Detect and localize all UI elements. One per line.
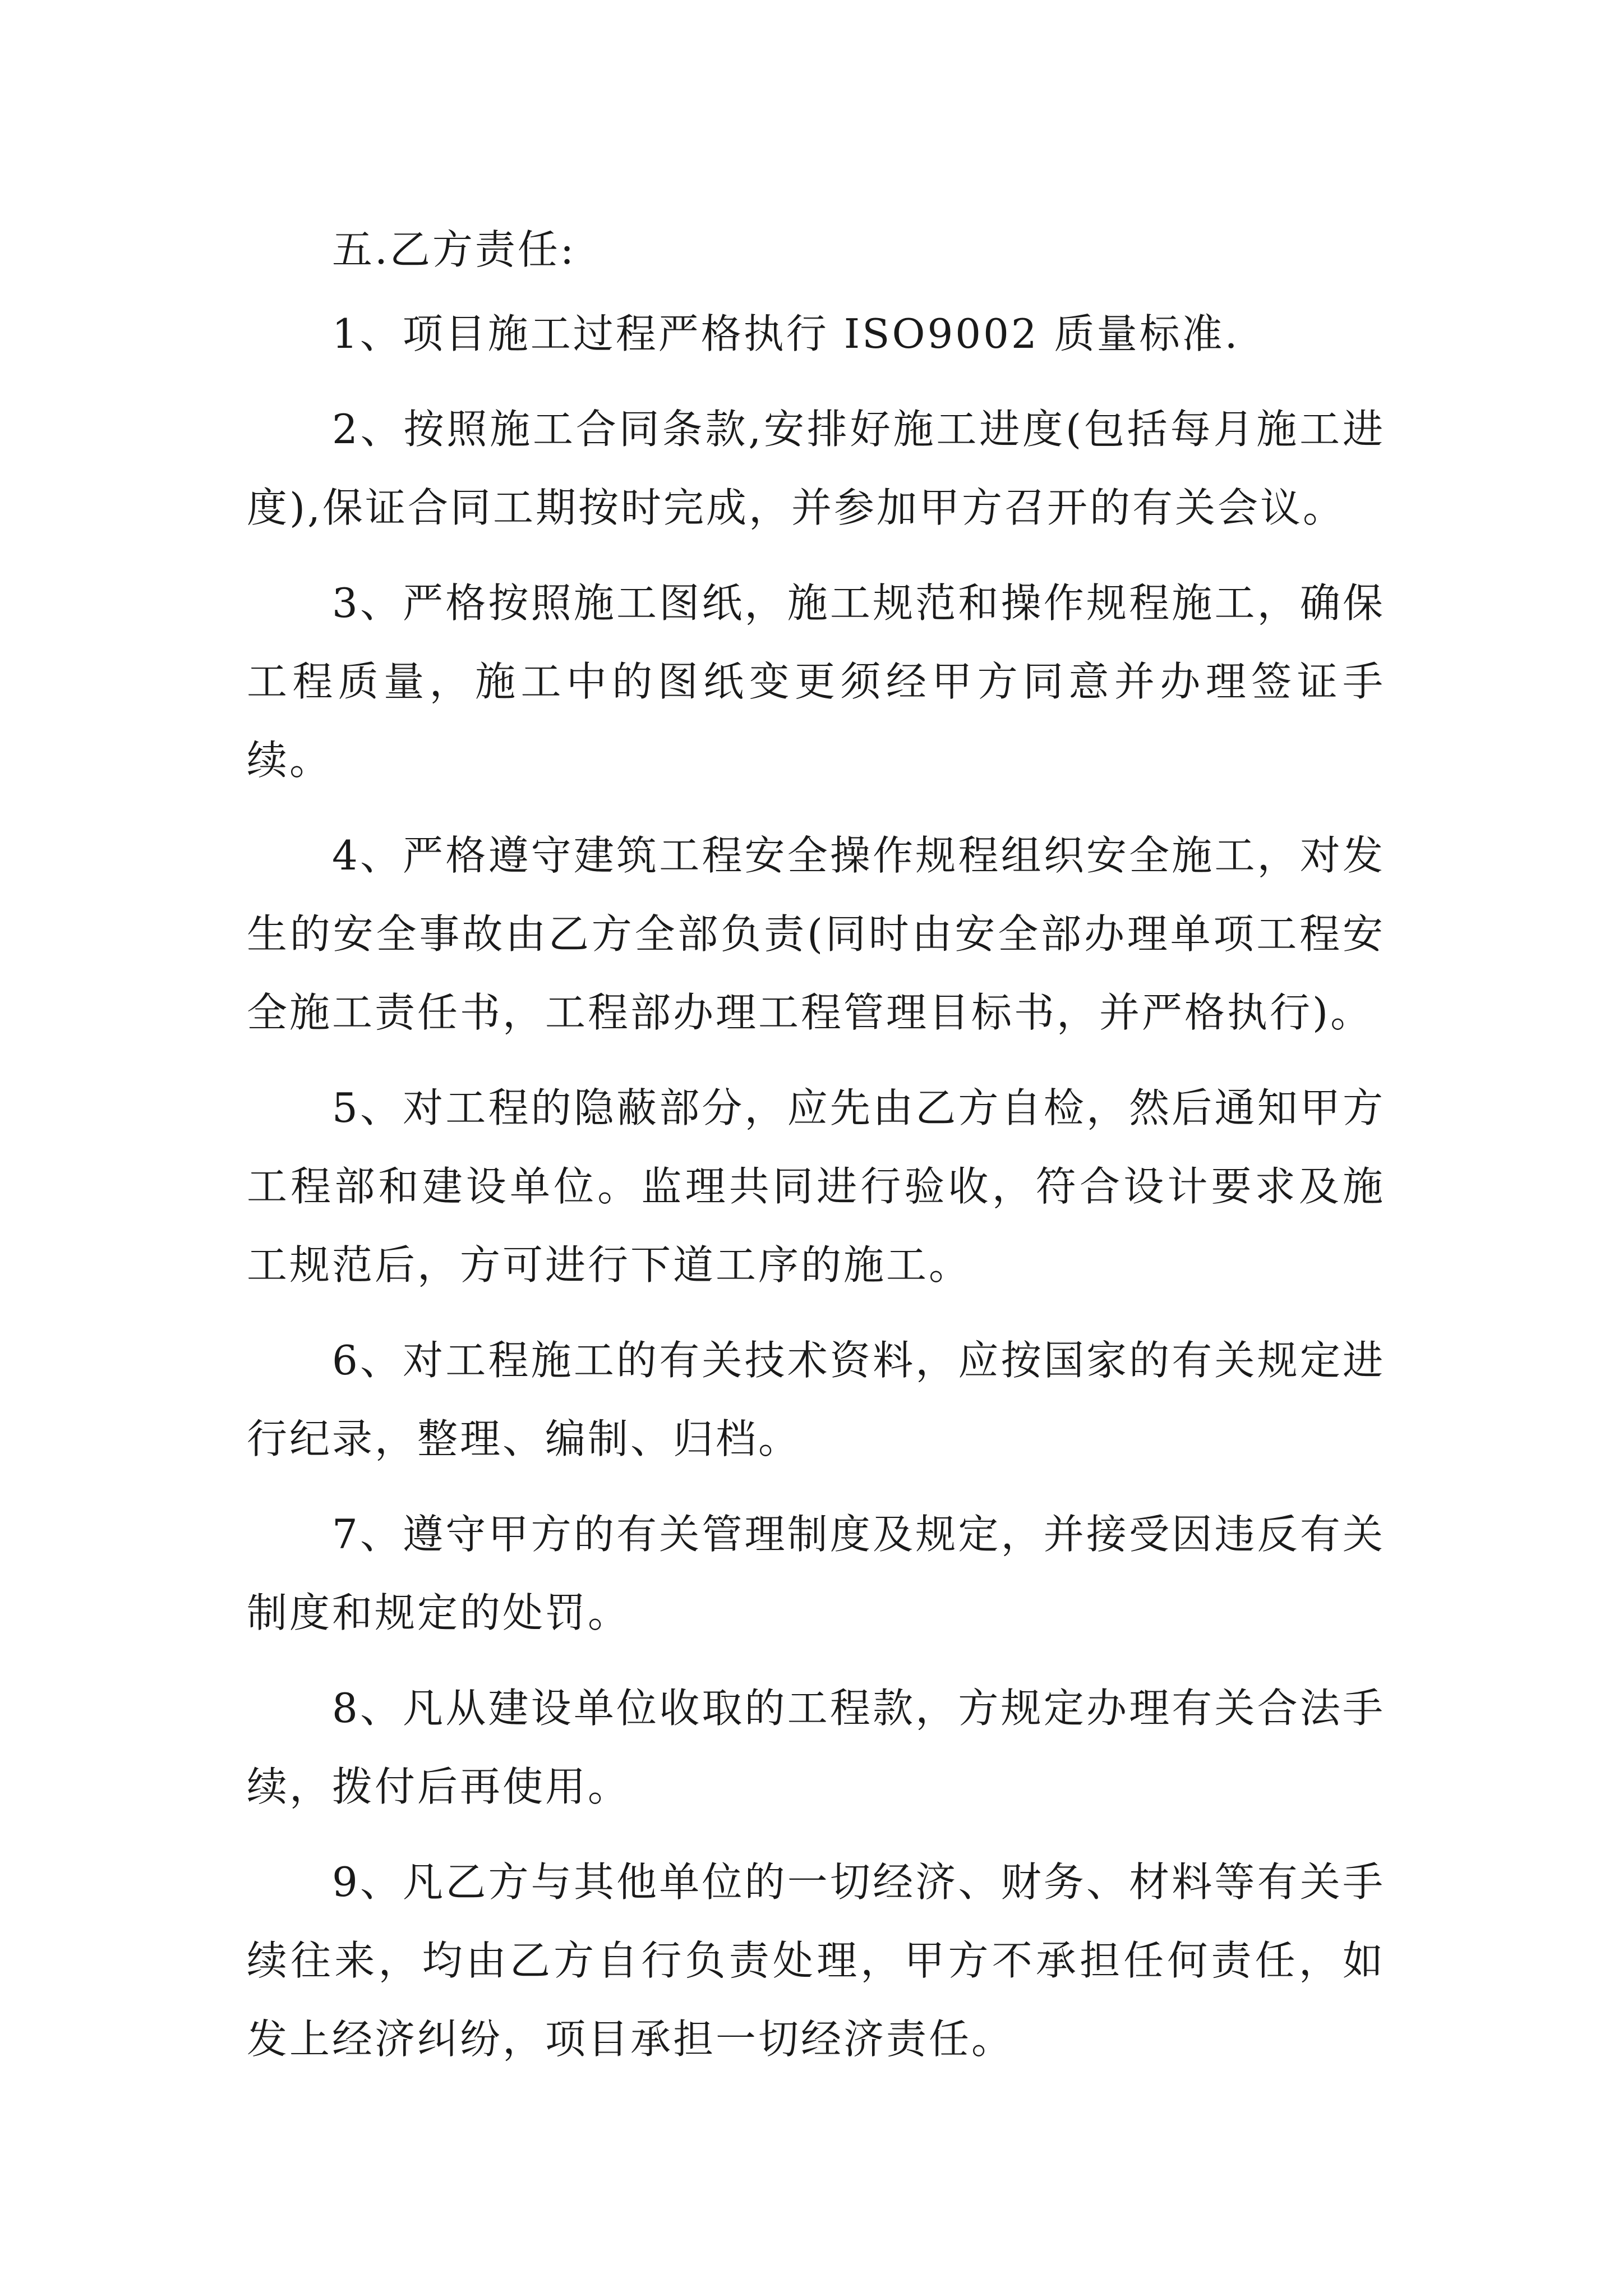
clause-2: 2、按照施工合同条款,安排好施工进度(包括每月施工进度),保证合同工期按时完成，并参加甲方召开的有关会议。 xyxy=(247,406,1385,531)
clause-9: 9、凡乙方与其他单位的一切经济、财务、材料等有关手续往来，均由乙方自行负责处理，甲方不承担任何责任，如发上经济纠纷，项目承担一切经济责任。 xyxy=(247,1858,1385,2063)
clause-8: 8、凡从建设单位收取的工程款，方规定办理有关合法手续，拨付后再使用。 xyxy=(247,1685,1385,1810)
document-body xyxy=(247,210,1385,2095)
clause-6: 6、对工程施工的有关技术资料，应按国家的有关规定进行纪录，整理、编制、归档。 xyxy=(247,1337,1385,1462)
section-heading: 五.乙方责任: xyxy=(332,226,577,273)
clause-4: 4、严格遵守建筑工程安全操作规程组织安全施工，对发生的安全事故由乙方全部负责(同时由安全部办理单项工程安全施工责任书，工程部办理工程管理目标书，并严格执行)。 xyxy=(247,832,1385,1036)
clause-3: 3、严格按照施工图纸，施工规范和操作规程施工，确保工程质量，施工中的图纸变更须经甲方同意并办理签证手续。 xyxy=(247,579,1385,784)
clause-1: 1、项目施工过程严格执行 ISO9002 质量标准. xyxy=(332,310,1240,357)
clause-5: 5、对工程的隐蔽部分，应先由乙方自检，然后通知甲方工程部和建设单位。监理共同进行验收，符合设计要求及施工规范后，方可进行下道工序的施工。 xyxy=(247,1084,1385,1289)
clause-7: 7、遵守甲方的有关管理制度及规定，并接受因违反有关制度和规定的处罚。 xyxy=(247,1511,1385,1636)
